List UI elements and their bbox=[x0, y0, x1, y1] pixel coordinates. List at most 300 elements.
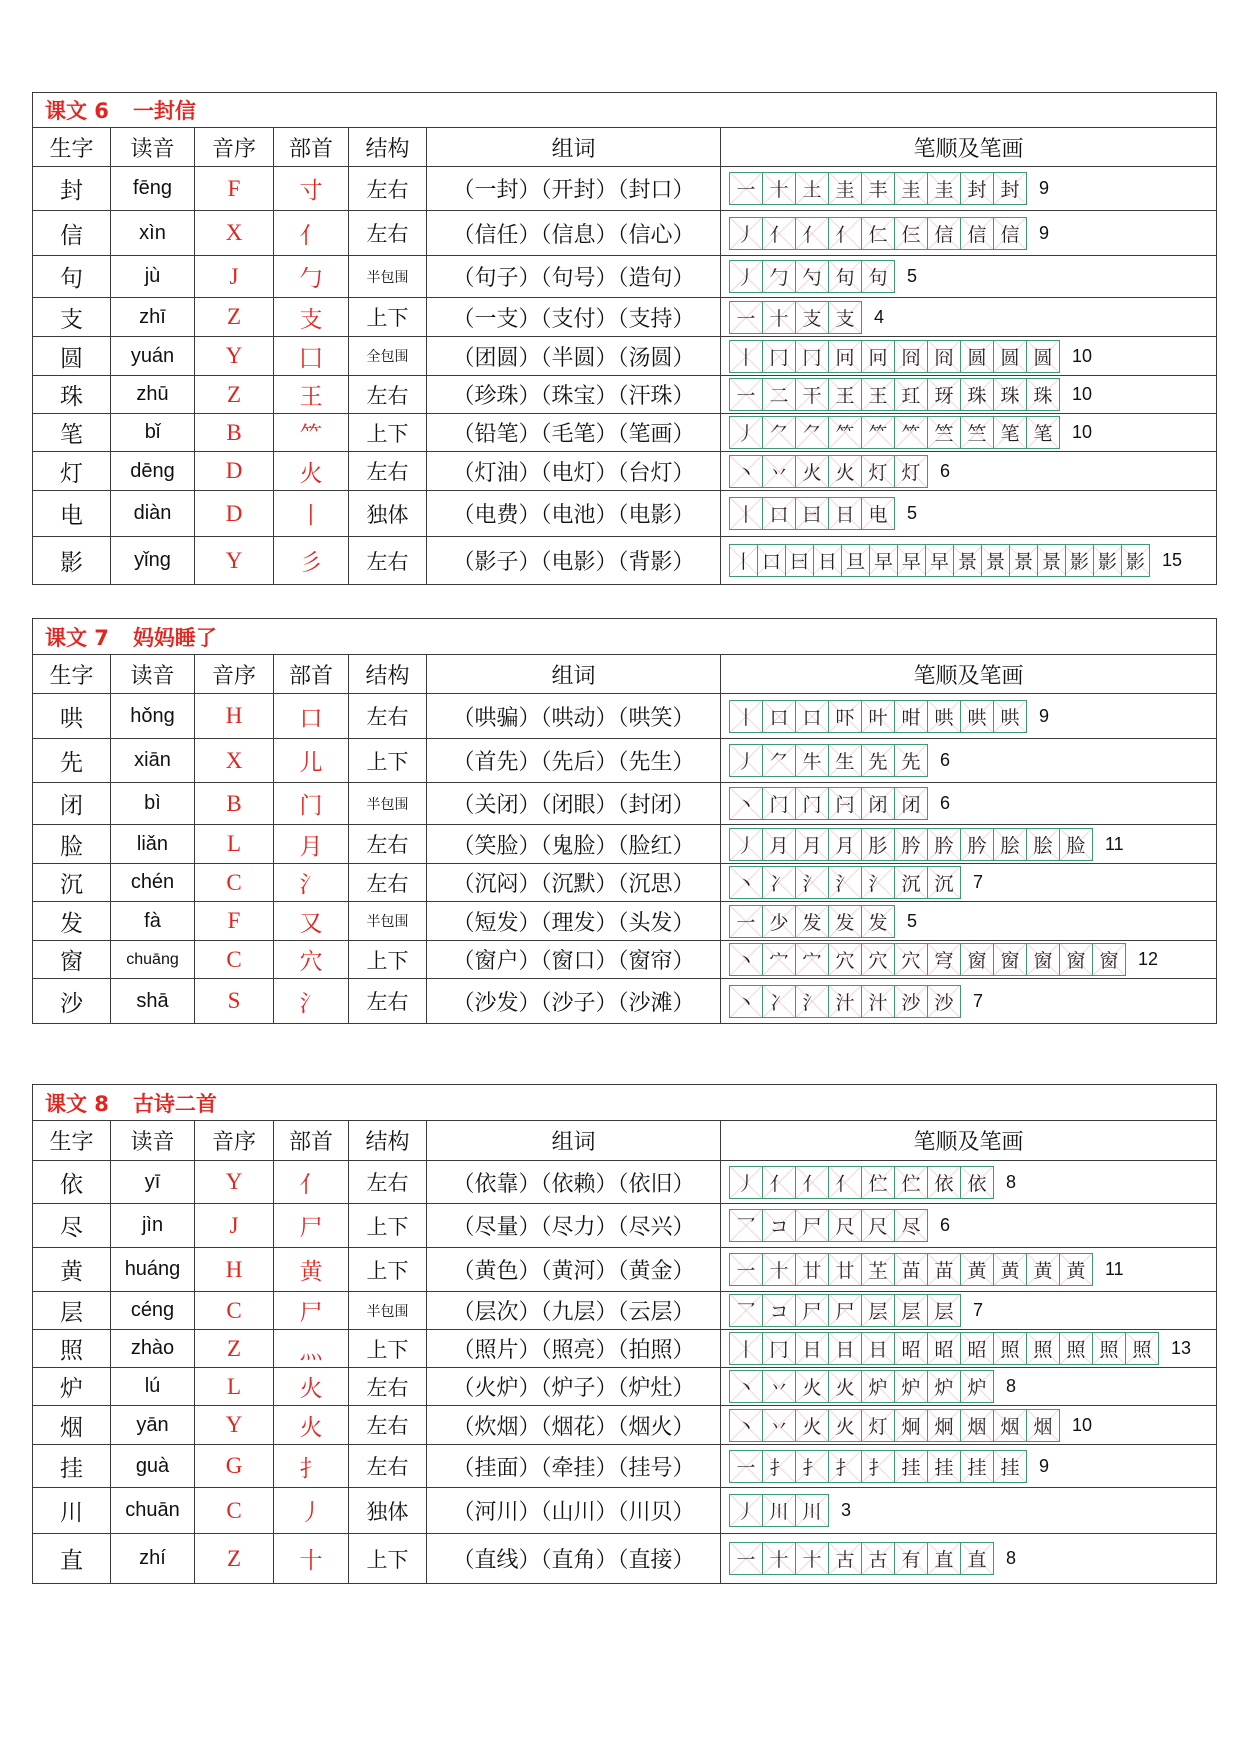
stroke-step-box: 十 bbox=[762, 172, 796, 205]
header-words: 组词 bbox=[427, 1121, 721, 1161]
stroke-step-box: 层 bbox=[861, 1294, 895, 1327]
vocabulary-table bbox=[32, 92, 1217, 585]
stroke-step-box: 圆 bbox=[960, 340, 994, 373]
stroke-order-cell bbox=[721, 902, 1217, 941]
structure: 半包围 bbox=[349, 902, 427, 941]
lesson-title bbox=[33, 619, 1217, 655]
stroke-step-box: 窗 bbox=[1059, 943, 1093, 976]
character-row bbox=[33, 491, 1217, 537]
lesson-table-2 bbox=[32, 618, 1216, 1024]
new-character: 圆 bbox=[33, 337, 111, 376]
character-row bbox=[33, 298, 1217, 337]
stroke-step-box: 乛 bbox=[729, 1294, 763, 1327]
stroke-count: 6 bbox=[940, 793, 951, 813]
stroke-count: 8 bbox=[1006, 1171, 1017, 1192]
initial-letter: F bbox=[195, 167, 274, 211]
word-examples: （笑脸）（鬼脸）（脸红） bbox=[427, 825, 721, 864]
pinyin: guà bbox=[111, 1445, 195, 1488]
stroke-step-box: 沉 bbox=[927, 866, 961, 899]
structure: 独体 bbox=[349, 1488, 427, 1534]
stroke-step-box: 灯 bbox=[894, 455, 928, 488]
header-radical: 部首 bbox=[274, 1121, 349, 1161]
radical: 尸 bbox=[274, 1204, 349, 1248]
initial-letter: Y bbox=[195, 1161, 274, 1204]
vocabulary-table bbox=[32, 618, 1217, 1024]
stroke-order-cell bbox=[721, 537, 1217, 585]
pinyin: yī bbox=[111, 1161, 195, 1204]
stroke-step-box: 黄 bbox=[1026, 1253, 1060, 1286]
stroke-order-cell bbox=[721, 1204, 1217, 1248]
character-row bbox=[33, 739, 1217, 783]
stroke-step-box: 丨 bbox=[729, 340, 763, 373]
structure: 独体 bbox=[349, 491, 427, 537]
stroke-order-cell bbox=[721, 414, 1217, 452]
stroke-count: 9 bbox=[1039, 178, 1050, 198]
stroke-step-box: 哄 bbox=[927, 700, 961, 733]
stroke-step-box: 挂 bbox=[960, 1450, 994, 1483]
radical: 彡 bbox=[274, 537, 349, 585]
lesson-number: 课文 7 bbox=[45, 625, 109, 650]
stroke-step-box: 沙 bbox=[927, 985, 961, 1018]
header-character: 生字 bbox=[33, 655, 111, 694]
new-character: 黄 bbox=[33, 1248, 111, 1292]
stroke-step-box: 信 bbox=[993, 217, 1027, 250]
stroke-step-box: 川 bbox=[795, 1494, 829, 1527]
stroke-step-box: 圭 bbox=[828, 172, 862, 205]
radical: 又 bbox=[274, 902, 349, 941]
stroke-step-box: 扌 bbox=[828, 1450, 862, 1483]
stroke-step-box: 乛 bbox=[729, 1209, 763, 1242]
stroke-order-cell bbox=[721, 1292, 1217, 1330]
stroke-step-box: 勺 bbox=[795, 260, 829, 293]
stroke-step-box: 脍 bbox=[993, 828, 1027, 861]
header-stroke-order: 笔顺及笔画 bbox=[721, 1121, 1217, 1161]
stroke-step-box: 口 bbox=[795, 700, 829, 733]
stroke-step-box: 影 bbox=[1121, 544, 1150, 577]
stroke-step-box: 照 bbox=[1092, 1332, 1126, 1365]
stroke-step-box: 炉 bbox=[960, 1370, 994, 1403]
structure: 左右 bbox=[349, 376, 427, 414]
stroke-step-box: 月 bbox=[762, 828, 796, 861]
pinyin: lú bbox=[111, 1368, 195, 1406]
stroke-step-box: 竺 bbox=[960, 416, 994, 449]
stroke-step-box: 尸 bbox=[795, 1294, 829, 1327]
stroke-count: 10 bbox=[1072, 1414, 1093, 1435]
stroke-step-box: 挂 bbox=[894, 1450, 928, 1483]
stroke-step-box: 冂 bbox=[762, 1332, 796, 1365]
pinyin: shā bbox=[111, 979, 195, 1024]
stroke-order-sequence bbox=[729, 1450, 1216, 1483]
stroke-step-box: 冋 bbox=[828, 340, 862, 373]
stroke-step-box: 依 bbox=[960, 1166, 994, 1199]
stroke-step-box: 照 bbox=[1125, 1332, 1159, 1365]
stroke-order-sequence bbox=[729, 744, 1216, 777]
initial-letter: Y bbox=[195, 537, 274, 585]
stroke-step-box: ⺮ bbox=[828, 416, 862, 449]
structure: 左右 bbox=[349, 452, 427, 491]
stroke-step-box: 先 bbox=[861, 744, 895, 777]
stroke-step-box: 口 bbox=[757, 544, 786, 577]
stroke-step-box: 冋 bbox=[861, 340, 895, 373]
pinyin: zhí bbox=[111, 1534, 195, 1584]
stroke-count: 7 bbox=[973, 1300, 984, 1320]
radical: 门 bbox=[274, 783, 349, 825]
structure: 半包围 bbox=[349, 1292, 427, 1330]
pinyin: céng bbox=[111, 1292, 195, 1330]
radical: 亻 bbox=[274, 211, 349, 256]
stroke-step-box: 干 bbox=[795, 378, 829, 411]
word-examples: （短发）（理发）（头发） bbox=[427, 902, 721, 941]
stroke-step-box: 吓 bbox=[828, 700, 862, 733]
stroke-step-box: 窗 bbox=[993, 943, 1027, 976]
structure: 左右 bbox=[349, 1368, 427, 1406]
stroke-step-box: 芏 bbox=[861, 1253, 895, 1286]
pinyin: jù bbox=[111, 256, 195, 298]
header-structure: 结构 bbox=[349, 655, 427, 694]
stroke-step-box: 丶 bbox=[729, 787, 763, 820]
character-row bbox=[33, 1204, 1217, 1248]
initial-letter: H bbox=[195, 1248, 274, 1292]
radical: 氵 bbox=[274, 979, 349, 1024]
header-initial: 音序 bbox=[195, 128, 274, 167]
header-character: 生字 bbox=[33, 1121, 111, 1161]
stroke-step-box: 穴 bbox=[861, 943, 895, 976]
header-initial: 音序 bbox=[195, 1121, 274, 1161]
stroke-step-box: 仨 bbox=[894, 217, 928, 250]
stroke-step-box: 一 bbox=[729, 1450, 763, 1483]
header-stroke-order: 笔顺及笔画 bbox=[721, 128, 1217, 167]
structure: 上下 bbox=[349, 414, 427, 452]
stroke-step-box: 哄 bbox=[993, 700, 1027, 733]
stroke-order-sequence bbox=[729, 866, 1216, 899]
radical: 火 bbox=[274, 1406, 349, 1445]
pinyin: chuān bbox=[111, 1488, 195, 1534]
stroke-step-box: 伫 bbox=[894, 1166, 928, 1199]
stroke-step-box: 氵 bbox=[828, 866, 862, 899]
stroke-count: 8 bbox=[1006, 1376, 1017, 1396]
stroke-step-box: 勹 bbox=[762, 260, 796, 293]
pinyin: fà bbox=[111, 902, 195, 941]
stroke-step-box: 亻 bbox=[828, 1166, 862, 1199]
stroke-step-box: 丨 bbox=[729, 544, 758, 577]
radical: 丨 bbox=[274, 491, 349, 537]
stroke-step-box: 哄 bbox=[960, 700, 994, 733]
stroke-step-box: 景 bbox=[953, 544, 982, 577]
stroke-step-box: 照 bbox=[993, 1332, 1027, 1365]
lesson-title-row bbox=[33, 619, 1217, 655]
initial-letter: Z bbox=[195, 298, 274, 337]
stroke-order-cell bbox=[721, 1248, 1217, 1292]
stroke-step-box: 火 bbox=[828, 1370, 862, 1403]
stroke-step-box: 丿 bbox=[729, 744, 763, 777]
structure: 左右 bbox=[349, 1406, 427, 1445]
word-examples: （哄骗）（哄动）（哄笑） bbox=[427, 694, 721, 739]
stroke-count: 7 bbox=[973, 990, 984, 1011]
radical: 穴 bbox=[274, 941, 349, 979]
vocabulary-table bbox=[32, 1084, 1217, 1584]
pinyin: liǎn bbox=[111, 825, 195, 864]
stroke-step-box: 黄 bbox=[993, 1253, 1027, 1286]
stroke-order-cell bbox=[721, 979, 1217, 1024]
initial-letter: Z bbox=[195, 376, 274, 414]
stroke-step-box: 穴 bbox=[828, 943, 862, 976]
stroke-count: 15 bbox=[1162, 550, 1183, 570]
stroke-step-box: 昭 bbox=[960, 1332, 994, 1365]
structure: 左右 bbox=[349, 864, 427, 902]
initial-letter: Y bbox=[195, 337, 274, 376]
stroke-step-box: 冏 bbox=[894, 340, 928, 373]
character-row bbox=[33, 694, 1217, 739]
stroke-step-box: 日 bbox=[795, 1332, 829, 1365]
stroke-step-box: 丨 bbox=[729, 1332, 763, 1365]
stroke-order-sequence bbox=[729, 1542, 1216, 1575]
radical: 火 bbox=[274, 1368, 349, 1406]
stroke-step-box: 封 bbox=[993, 172, 1027, 205]
stroke-step-box: 景 bbox=[1009, 544, 1038, 577]
character-row bbox=[33, 1368, 1217, 1406]
word-examples: （一支）（支付）（支持） bbox=[427, 298, 721, 337]
stroke-order-cell bbox=[721, 694, 1217, 739]
stroke-step-box: 圆 bbox=[1026, 340, 1060, 373]
stroke-order-cell bbox=[721, 211, 1217, 256]
character-row bbox=[33, 1161, 1217, 1204]
stroke-order-sequence bbox=[729, 1332, 1216, 1365]
stroke-step-box: 汁 bbox=[828, 985, 862, 1018]
new-character: 珠 bbox=[33, 376, 111, 414]
structure: 上下 bbox=[349, 298, 427, 337]
stroke-step-box: 炉 bbox=[861, 1370, 895, 1403]
stroke-step-box: 圭 bbox=[894, 172, 928, 205]
stroke-step-box: 火 bbox=[828, 455, 862, 488]
character-row bbox=[33, 1248, 1217, 1292]
stroke-step-box: 土 bbox=[795, 172, 829, 205]
radical: 月 bbox=[274, 825, 349, 864]
stroke-order-sequence bbox=[729, 1409, 1216, 1442]
pinyin: chuāng bbox=[111, 941, 195, 979]
radical: 勹 bbox=[274, 256, 349, 298]
initial-letter: D bbox=[195, 452, 274, 491]
stroke-step-box: 尸 bbox=[828, 1294, 862, 1327]
stroke-count: 10 bbox=[1072, 422, 1093, 442]
new-character: 沉 bbox=[33, 864, 111, 902]
stroke-step-box: 月 bbox=[795, 828, 829, 861]
new-character: 沙 bbox=[33, 979, 111, 1024]
structure: 半包围 bbox=[349, 256, 427, 298]
new-character: 层 bbox=[33, 1292, 111, 1330]
stroke-step-box: 穹 bbox=[927, 943, 961, 976]
structure: 左右 bbox=[349, 694, 427, 739]
stroke-step-box: 丶 bbox=[729, 455, 763, 488]
stroke-order-cell bbox=[721, 1445, 1217, 1488]
stroke-order-sequence bbox=[729, 416, 1216, 449]
character-row bbox=[33, 1292, 1217, 1330]
lesson-title bbox=[33, 93, 1217, 128]
stroke-step-box: 口 bbox=[762, 700, 796, 733]
stroke-step-box: 牛 bbox=[795, 744, 829, 777]
stroke-order-cell bbox=[721, 1406, 1217, 1445]
stroke-order-cell bbox=[721, 825, 1217, 864]
lesson-name: 古诗二首 bbox=[132, 1091, 217, 1116]
stroke-step-box: 圭 bbox=[927, 172, 961, 205]
lesson-name: 妈妈睡了 bbox=[132, 625, 217, 650]
radical: 十 bbox=[274, 1534, 349, 1584]
stroke-step-box: 笔 bbox=[993, 416, 1027, 449]
stroke-step-box: 直 bbox=[927, 1542, 961, 1575]
stroke-order-sequence bbox=[729, 497, 1216, 530]
stroke-step-box: 丶 bbox=[729, 943, 763, 976]
header-pinyin: 读音 bbox=[111, 1121, 195, 1161]
stroke-order-cell bbox=[721, 1161, 1217, 1204]
new-character: 闭 bbox=[33, 783, 111, 825]
stroke-order-cell bbox=[721, 491, 1217, 537]
stroke-order-cell bbox=[721, 256, 1217, 298]
structure: 左右 bbox=[349, 167, 427, 211]
stroke-step-box: 亻 bbox=[795, 217, 829, 250]
stroke-count: 4 bbox=[874, 306, 885, 327]
word-examples: （河川）（山川）（川贝） bbox=[427, 1488, 721, 1534]
stroke-step-box: 烟 bbox=[1026, 1409, 1060, 1442]
character-row bbox=[33, 376, 1217, 414]
stroke-step-box: 汁 bbox=[861, 985, 895, 1018]
character-row bbox=[33, 979, 1217, 1024]
initial-letter: D bbox=[195, 491, 274, 537]
pinyin: yuán bbox=[111, 337, 195, 376]
stroke-step-box: 昭 bbox=[894, 1332, 928, 1365]
stroke-order-sequence bbox=[729, 700, 1216, 733]
word-examples: （黄色）（黄河）（黄金） bbox=[427, 1248, 721, 1292]
word-examples: （句子）（句号）（造句） bbox=[427, 256, 721, 298]
stroke-step-box: 沉 bbox=[894, 866, 928, 899]
new-character: 哄 bbox=[33, 694, 111, 739]
stroke-step-box: 伫 bbox=[861, 1166, 895, 1199]
stroke-count: 5 bbox=[907, 266, 918, 286]
stroke-step-box: 珠 bbox=[960, 378, 994, 411]
radical: 囗 bbox=[274, 337, 349, 376]
stroke-order-sequence bbox=[729, 1294, 1216, 1327]
stroke-order-sequence bbox=[729, 340, 1216, 373]
stroke-step-box: 先 bbox=[894, 744, 928, 777]
stroke-order-sequence bbox=[729, 544, 1216, 577]
character-row bbox=[33, 1406, 1217, 1445]
stroke-step-box: 扌 bbox=[795, 1450, 829, 1483]
stroke-order-sequence bbox=[729, 1209, 1216, 1242]
stroke-step-box: 句 bbox=[828, 260, 862, 293]
stroke-step-box: 照 bbox=[1026, 1332, 1060, 1365]
stroke-step-box: 闩 bbox=[828, 787, 862, 820]
stroke-order-cell bbox=[721, 167, 1217, 211]
pinyin: zhī bbox=[111, 298, 195, 337]
stroke-step-box: 依 bbox=[927, 1166, 961, 1199]
word-examples: （首先）（先后）（先生） bbox=[427, 739, 721, 783]
stroke-step-box: 门 bbox=[762, 787, 796, 820]
stroke-step-box: 灯 bbox=[861, 1409, 895, 1442]
structure: 全包围 bbox=[349, 337, 427, 376]
word-examples: （电费）（电池）（电影） bbox=[427, 491, 721, 537]
radical: 支 bbox=[274, 298, 349, 337]
stroke-step-box: 廿 bbox=[795, 1253, 829, 1286]
stroke-step-box: 一 bbox=[729, 378, 763, 411]
radical: 扌 bbox=[274, 1445, 349, 1488]
stroke-step-box: 肣 bbox=[927, 828, 961, 861]
character-row bbox=[33, 167, 1217, 211]
stroke-step-box: 丨 bbox=[729, 497, 763, 530]
new-character: 烟 bbox=[33, 1406, 111, 1445]
stroke-order-sequence bbox=[729, 943, 1216, 976]
stroke-order-cell bbox=[721, 376, 1217, 414]
word-examples: （珍珠）（珠宝）（汗珠） bbox=[427, 376, 721, 414]
structure: 上下 bbox=[349, 1204, 427, 1248]
header-row bbox=[33, 655, 1217, 694]
header-words: 组词 bbox=[427, 128, 721, 167]
stroke-step-box: 古 bbox=[828, 1542, 862, 1575]
new-character: 先 bbox=[33, 739, 111, 783]
stroke-step-box: 挂 bbox=[927, 1450, 961, 1483]
stroke-step-box: 一 bbox=[729, 905, 763, 938]
header-initial: 音序 bbox=[195, 655, 274, 694]
stroke-step-box: 尽 bbox=[894, 1209, 928, 1242]
character-row bbox=[33, 864, 1217, 902]
stroke-step-box: 生 bbox=[828, 744, 862, 777]
character-row bbox=[33, 337, 1217, 376]
stroke-step-box: 二 bbox=[762, 378, 796, 411]
word-examples: （灯油）（电灯）（台灯） bbox=[427, 452, 721, 491]
structure: 上下 bbox=[349, 1534, 427, 1584]
stroke-order-sequence bbox=[729, 301, 1216, 334]
pinyin: dēng bbox=[111, 452, 195, 491]
structure: 左右 bbox=[349, 211, 427, 256]
stroke-order-sequence bbox=[729, 1370, 1216, 1403]
stroke-step-box: 发 bbox=[828, 905, 862, 938]
stroke-step-box: 景 bbox=[1037, 544, 1066, 577]
stroke-step-box: 丶 bbox=[729, 1370, 763, 1403]
lesson-table-3 bbox=[32, 1084, 1216, 1584]
stroke-order-cell bbox=[721, 1534, 1217, 1584]
new-character: 句 bbox=[33, 256, 111, 298]
stroke-step-box: 脸 bbox=[1059, 828, 1093, 861]
word-examples: （火炉）（炉子）（炉灶） bbox=[427, 1368, 721, 1406]
stroke-step-box: 火 bbox=[795, 1409, 829, 1442]
stroke-step-box: 早 bbox=[925, 544, 954, 577]
stroke-step-box: 日 bbox=[813, 544, 842, 577]
stroke-step-box: 发 bbox=[795, 905, 829, 938]
stroke-step-box: 氵 bbox=[795, 985, 829, 1018]
stroke-order-sequence bbox=[729, 905, 1216, 938]
stroke-step-box: ⺮ bbox=[861, 416, 895, 449]
stroke-order-cell bbox=[721, 1330, 1217, 1368]
new-character: 电 bbox=[33, 491, 111, 537]
stroke-order-sequence bbox=[729, 828, 1216, 861]
stroke-step-box: 肣 bbox=[960, 828, 994, 861]
initial-letter: F bbox=[195, 902, 274, 941]
stroke-step-box: 影 bbox=[1065, 544, 1094, 577]
initial-letter: B bbox=[195, 783, 274, 825]
pinyin: diàn bbox=[111, 491, 195, 537]
stroke-count: 12 bbox=[1138, 949, 1159, 969]
header-pinyin: 读音 bbox=[111, 128, 195, 167]
stroke-step-box: 亻 bbox=[795, 1166, 829, 1199]
new-character: 封 bbox=[33, 167, 111, 211]
stroke-step-box: 王 bbox=[861, 378, 895, 411]
stroke-step-box: 珠 bbox=[1026, 378, 1060, 411]
stroke-count: 5 bbox=[907, 910, 918, 931]
stroke-step-box: 窗 bbox=[960, 943, 994, 976]
pinyin: hǒng bbox=[111, 694, 195, 739]
structure: 上下 bbox=[349, 1330, 427, 1368]
pinyin: chén bbox=[111, 864, 195, 902]
stroke-step-box: 丶 bbox=[729, 1409, 763, 1442]
stroke-order-cell bbox=[721, 783, 1217, 825]
header-row bbox=[33, 1121, 1217, 1161]
